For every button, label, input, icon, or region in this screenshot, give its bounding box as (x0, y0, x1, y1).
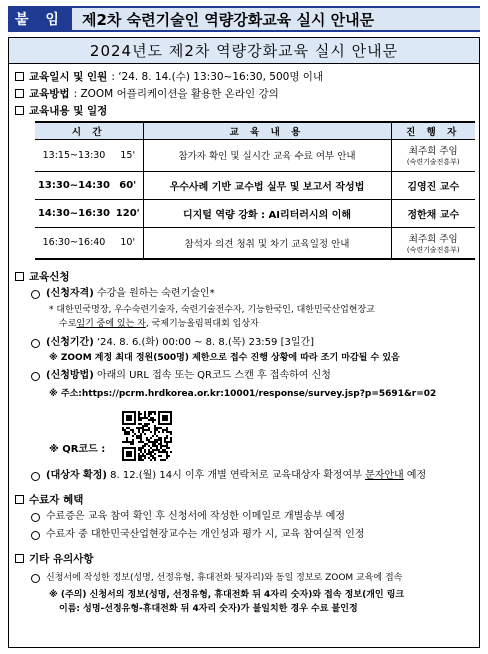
row-minutes: 15' (113, 139, 143, 171)
apply-notify (9, 469, 479, 483)
bullet-circle-icon (31, 574, 40, 583)
notify-text-c: 예정 (403, 470, 427, 481)
qual-note-2b: 임기 중에 있는 자 (76, 319, 146, 329)
checkbox-icon (15, 272, 24, 281)
date-value: : ‘24. 8. 14.(수) 13:30~16:30, 500명 이내 (111, 71, 324, 83)
etc-label: 기타 유의사항 (29, 553, 94, 565)
row-content: 디지털 역량 강화 : AI리터러시의 이해 (143, 199, 391, 227)
row-minutes: 120' (113, 199, 143, 227)
row-content: 참가자 확인 및 실시간 교육 수료 여부 안내 (143, 139, 391, 171)
benefit-label: 수료자 혜택 (29, 494, 84, 506)
date-label: 교육일시 및 인원 (29, 71, 108, 83)
bullet-circle-icon (31, 290, 40, 299)
row-staff: 김영진 교수 (391, 171, 475, 199)
qual-note-line-1: * 대한민국명장, 우수숙련기술자, 숙련기술전수자, 기능한국인, 대한민국산업현장교 (49, 305, 375, 315)
bullet-circle-icon (31, 531, 40, 540)
notify-text-b: 문자안내 (365, 470, 404, 481)
method-label: 교육방법 (29, 88, 70, 100)
document-box (8, 37, 480, 648)
benefit-item-2 (9, 528, 479, 542)
row-staff: 정한채 교수 (391, 199, 475, 227)
row-staff (391, 227, 475, 259)
notify-text-a: 8. 12.(월) 14시 이후 개별 연락처로 교육대상자 확정여부 (106, 470, 366, 481)
table-row (35, 139, 475, 171)
section-etc (9, 550, 479, 567)
col-header-staff: 진 행 자 (391, 122, 475, 139)
apply-method (9, 369, 479, 383)
period-note: ※ ZOOM 계정 최대 정원(500명) 제한으로 접수 진행 상황에 따라 조기 마감될 수 있음 (49, 353, 400, 363)
col-header-content: 교 육 내 용 (143, 122, 391, 139)
bullet-circle-icon (31, 372, 40, 381)
qr-label: ※ QR코드 : (49, 444, 106, 455)
header-title: 제2차 숙련기술인 역량강화교육 실시 안내문 (72, 6, 480, 32)
row-minutes: 60' (113, 171, 143, 199)
content-label: 교육내용 및 일정 (29, 105, 108, 117)
staff-dept: (숙련기술진흥부) (406, 158, 460, 166)
section-apply (9, 268, 479, 285)
schedule-table (35, 121, 475, 260)
checkbox-icon (15, 106, 24, 115)
bullet-circle-icon (31, 339, 40, 348)
url-label: ※ 주소: (49, 389, 82, 399)
bullet-circle-icon (31, 472, 40, 481)
checkbox-icon (15, 89, 24, 98)
etc-note-line-2: 이름: 성명-선정유형-휴대전화 뒤 4자리 숫자)가 불일치한 경우 수료 불인정 (59, 604, 358, 614)
qual-note-line-2 (9, 317, 479, 331)
section-content (9, 102, 479, 119)
staff-dept: (숙련기술진흥부) (406, 245, 460, 254)
table-row (35, 171, 475, 199)
header-strip (8, 6, 480, 32)
apply-qualification (9, 287, 479, 301)
schedule-header-row (35, 122, 475, 139)
attachment-tag: 붙 임 (8, 6, 72, 32)
qual-note-2a: 수로 (59, 319, 77, 329)
row-minutes: 10' (113, 227, 143, 259)
period-text: ‘24. 8. 6.(화) 00:00 ~ 8. 8.(목) 23:59 [3일간] (93, 337, 315, 348)
row-time: 14:30~16:30 (35, 199, 113, 227)
qr-row (9, 403, 479, 465)
staff-name: 최주희 주임 (408, 146, 458, 157)
checkbox-icon (15, 72, 24, 81)
how-head: (신청방법) (46, 370, 94, 381)
apply-label: 교육신청 (29, 271, 70, 283)
period-head: (신청기간) (46, 337, 94, 348)
etc-item-1-text: 신청서에 작성한 정보(성명, 선정유형, 휴대전화 뒷자리)와 동일 정보로 ZOOM 교육에 접속 (46, 573, 403, 583)
row-content: 참석자 의견 청취 및 차기 교육일정 안내 (143, 227, 391, 259)
qr-code-icon[interactable] (121, 407, 173, 465)
bullet-circle-icon (31, 513, 40, 522)
etc-item-1 (9, 571, 479, 585)
benefit-item-2-text: 수료자 중 대한민국산업현장교수는 개인성과 평가 시, 교육 참여실적 인정 (46, 529, 365, 540)
staff-name: 최주희 주임 (408, 233, 458, 245)
etc-note-line-1: ※ (주의) 신청서의 정보(성명, 선정유형, 휴대전화 뒤 4자리 숫자)와 접속 정보(개인 링크 (49, 590, 405, 600)
document-title: 2024년도 제2차 역량강화교육 실시 안내문 (9, 38, 479, 64)
survey-url-link[interactable]: https://pcrm.hrdkorea.or.kr:10001/response/survey.jsp?p=5691&r=02 (81, 389, 437, 399)
apply-url-row (9, 387, 479, 401)
row-time: 13:15~13:30 (35, 139, 113, 171)
section-benefit (9, 491, 479, 508)
checkbox-icon (15, 495, 24, 504)
col-header-time: 시 간 (35, 122, 143, 139)
qual-text: 수강을 원하는 숙련기술인* (93, 288, 215, 299)
qual-head: (신청자격) (46, 288, 94, 299)
section-method (9, 85, 479, 102)
how-text: 아래의 URL 접속 또는 QR코드 스캔 후 접속하여 신청 (93, 370, 331, 381)
row-time: 13:30~14:30 (35, 171, 113, 199)
qual-note-2c: , 국제기능올림픽대회 입상자 (145, 319, 259, 329)
table-row (35, 199, 475, 227)
table-row (35, 227, 475, 259)
apply-period (9, 336, 479, 350)
checkbox-icon (15, 554, 24, 563)
benefit-item-1-text: 수료증은 교육 참여 확인 후 신청서에 작성한 이메일로 개별송부 예정 (46, 511, 346, 522)
notify-head: (대상자 확정) (46, 470, 107, 481)
method-value: : ZOOM 어플리케이션을 활용한 온라인 강의 (73, 88, 279, 100)
row-content: 우수사례 기반 교수법 실무 및 보고서 작성법 (143, 171, 391, 199)
section-date (9, 68, 479, 85)
row-time: 16:30~16:40 (35, 227, 113, 259)
row-staff (391, 139, 475, 171)
benefit-item-1 (9, 510, 479, 524)
